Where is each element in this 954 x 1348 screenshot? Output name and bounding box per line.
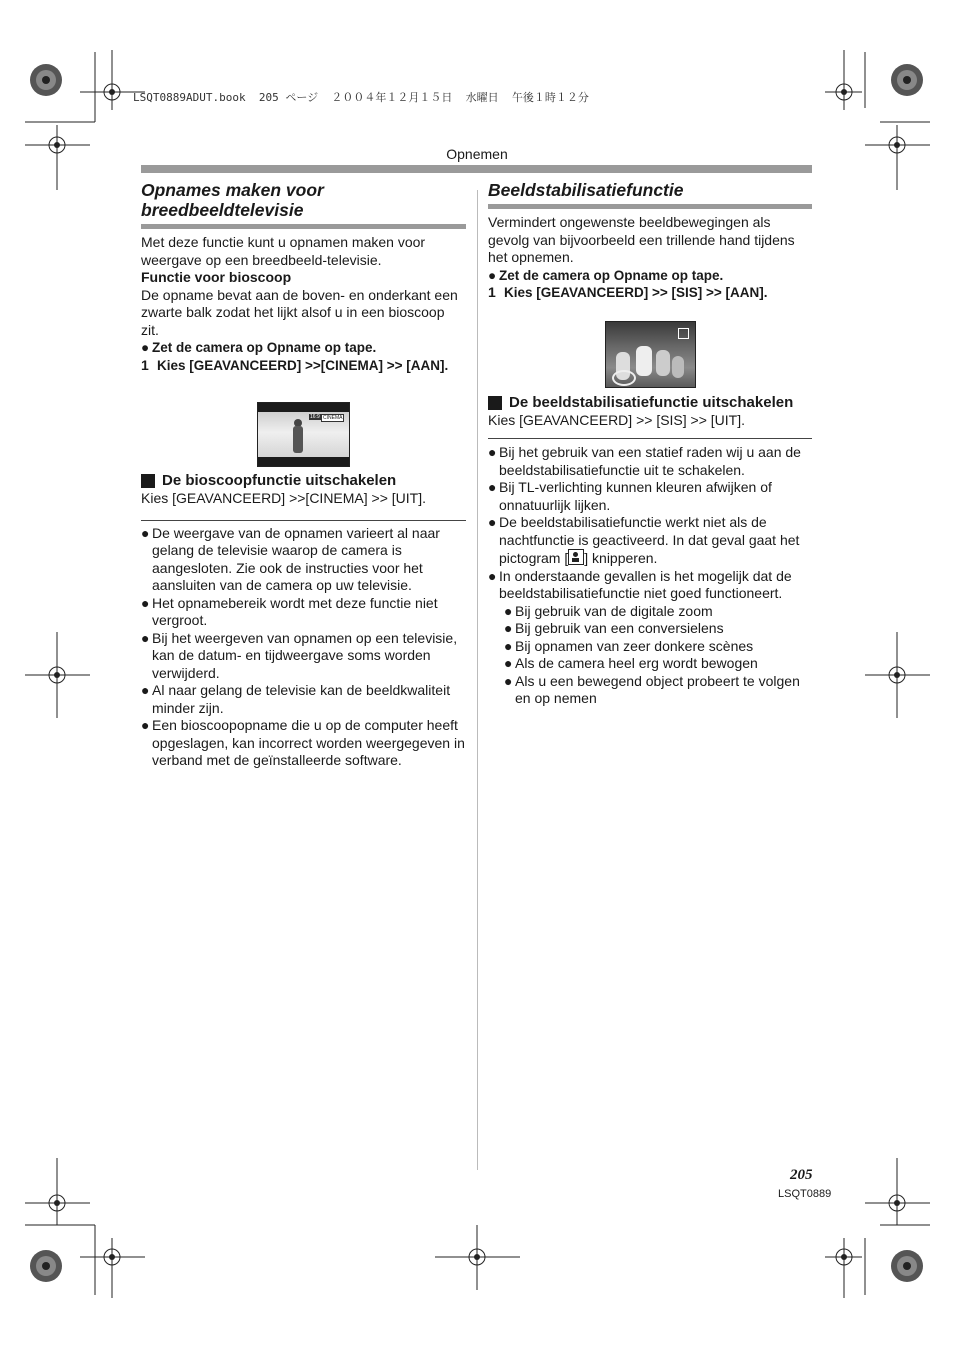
square-icon [488,396,502,410]
list-item: ● De beeldstabilisatiefunctie werkt niet als de nachtfunctie is geactiveerd. In dat geval gaat het pictogram [ ] knipperen. [488,514,800,566]
left-subheading: De bioscoopfunctie uitschakelen [141,472,466,490]
bullet-icon: ● [141,594,150,611]
document-code: LSQT0889 [778,1188,832,1200]
bullet-icon: ● [504,655,513,671]
bullet-icon: ● [504,672,513,689]
sub-list-item: ● Bij opnamen van zeer donkere scènes [504,637,754,654]
right-title: Beeldstabilisatiefunctie [488,180,684,200]
left-notes [141,525,466,770]
bullet-icon: ● [488,479,497,495]
right-notes-rule [488,438,812,439]
page-number: 205 [790,1167,813,1183]
sub-list-item: ● Als u een bewegend object probeert te volgen en op nemen [504,672,800,706]
right-sub-text: Kies [GEAVANCEERD] >> [SIS] >> [UIT]. [488,411,746,428]
left-title: Opnames maken voor breedbeeldtelevisie [141,180,324,220]
left-notes-rule [141,520,466,521]
bullet-icon: ● [141,629,150,646]
right-title-rule [488,204,812,209]
right-prereq: ● Zet de camera op Opname op tape. [488,267,724,283]
bullet-icon: ● [488,267,497,283]
stabilizer-photo [605,321,696,388]
stabilizer-osd-icon [678,328,689,339]
column-separator [477,190,478,1170]
right-intro: Vermindert ongewenste beeldbewegingen als gevolg van bijvoorbeeld een trillende hand tijdens het opnemen. [488,214,795,265]
bullet-icon: ● [141,524,150,541]
list-item: ● Bij het weergeven van opnamen op een televisie, kan de datum- en tijdweergave soms worden verwijderd. [141,629,458,681]
left-prereq: ● Zet de camera op Opname op tape. [141,340,377,355]
right-subheading: De beeldstabilisatiefunctie uitschakelen [488,394,812,412]
function-desc: De opname bevat aan de boven- en onderkant een zwarte balk zodat het lijkt alsof u in een bioscoop zit. [141,286,458,338]
bullet-icon: ● [488,514,497,530]
bullet-icon: ● [488,444,497,460]
square-icon [141,474,155,488]
file-header-line: LSQT0889ADUT.book 205 ページ ２００４年１２月１５日 水曜日 午後１時１２分 [133,91,589,104]
left-title-rule [141,224,466,229]
section-label: Opnemen [446,146,508,162]
bullet-icon: ● [504,620,513,636]
bullet-icon: ● [488,567,497,584]
sub-list-item: ● Bij gebruik van een conversielens [504,620,724,636]
bullet-icon: ● [141,340,150,355]
sub-list-item: ● Als de camera heel erg wordt bewogen [504,655,758,671]
bullet-icon: ● [141,682,150,698]
right-column [488,180,812,708]
sub-list-item: ● Bij gebruik van de digitale zoom [504,602,713,619]
list-item: ● Bij TL-verlichting kunnen kleuren afwijken of onnatuurlijk lijken. [488,479,772,513]
list-item: ● Een bioscoopopname die u op de computer heeft opgeslagen, kan incorrect worden weergegeven in verband met de geïnstalleerde software. [141,717,465,768]
bullet-icon: ● [504,602,513,619]
cinema-badge: CINEMA [323,415,343,421]
left-intro: Met deze functie kunt u opnamen maken voor weergave op een breedbeeld-televisie. [141,234,426,268]
right-step: 1 Kies [GEAVANCEERD] >> [SIS] >> [AAN]. [488,284,768,300]
list-item: ● In onderstaande gevallen is het mogelijk dat de beeldstabilisatiefunctie niet goed functioneert. [488,567,792,601]
left-sub-text: Kies [GEAVANCEERD] >>[CINEMA] >> [UIT]. [141,490,427,506]
left-step: 1 Kies [GEAVANCEERD] >>[CINEMA] >> [AAN]. [141,356,449,373]
top-bar [141,165,812,173]
right-notes [488,444,812,708]
cinema-photo [257,402,350,467]
list-item: ● Bij het gebruik van een statief raden wij u aan de beeldstabilisatiefunctie uit te schakelen. [488,444,801,478]
stabilizer-pictogram-icon [568,549,584,565]
left-column [141,180,466,770]
cinema-badge-16-9: 16:9 [310,414,320,420]
bullet-icon: ● [504,637,513,654]
list-item: ● Het opnamebereik wordt met deze functie niet vergroot. [141,594,438,628]
function-title: Functie voor bioscoop [141,269,292,285]
list-item: ● De weergave van de opnamen varieert al naar gelang de televisie waarop de camera is aangesloten. Zie ook de instructies voor het aansluiten van de camera op uw televisie. [141,524,440,593]
bullet-icon: ● [141,717,150,733]
list-item: ● Al naar gelang de televisie kan de beeldkwaliteit minder zijn. [141,682,451,716]
